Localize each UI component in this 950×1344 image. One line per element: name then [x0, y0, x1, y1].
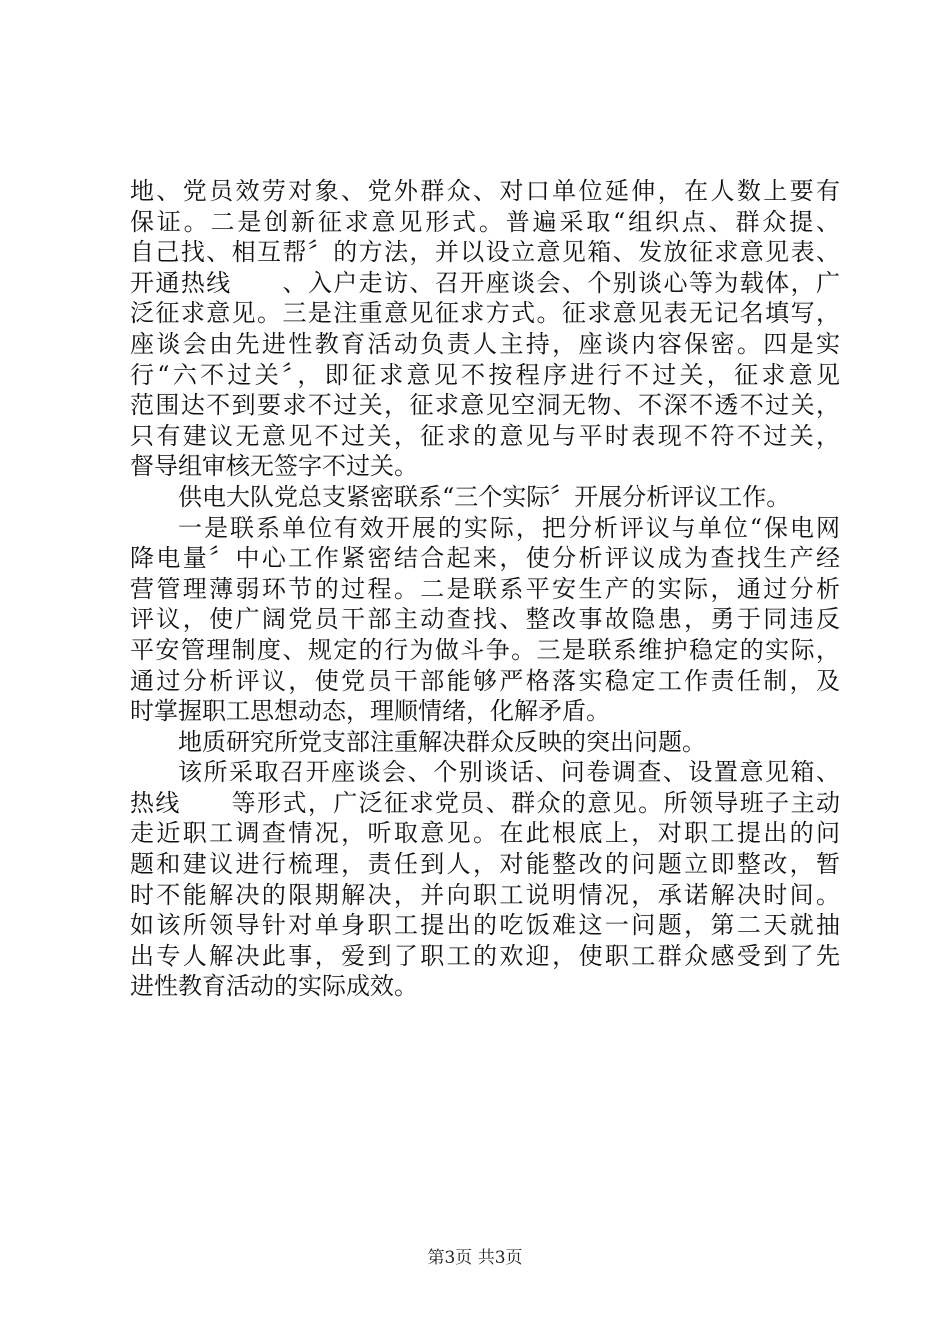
text-line: 营管理薄弱环节的过程。二是联系平安生产的实际，通过分析: [130, 574, 840, 603]
text-line: 如该所领导针对单身职工提出的吃饭难这一问题，第二天就抽: [130, 911, 840, 940]
text-line: 出专人解决此事，爱到了职工的欢迎，使职工群众感受到了先: [130, 941, 840, 970]
text-line: 热线 等形式，广泛征求党员、群众的意见。所领导班子主动: [130, 788, 840, 817]
text-line: 时不能解决的限期解决，并向职工说明情况，承诺解决时间。: [130, 880, 840, 909]
paragraph-heading: 地质研究所党支部注重解决群众反映的突出问题。: [178, 727, 706, 756]
text-line: 该所采取召开座谈会、个别谈话、问卷调查、设置意见箱、: [178, 758, 840, 787]
text-line: 座谈会由先进性教育活动负责人主持，座谈内容保密。四是实: [130, 329, 840, 358]
text-line: 通过分析评议，使党员干部能够严格落实稳定工作责任制，及: [130, 666, 840, 695]
text-line: 开通热线 、入户走访、召开座谈会、个别谈心等为载体，广: [130, 268, 840, 297]
paragraph-2: [130, 482, 840, 513]
paragraph-heading: 供电大队党总支紧密联系“三个实际〞开展分析评议工作。: [178, 482, 791, 511]
text-line: 降电量〞中心工作紧密结合起来，使分析评议成为查找生产经: [130, 544, 840, 573]
text-line: 平安管理制度、规定的行为做斗争。三是联系维护稳定的实际，: [130, 635, 840, 664]
text-line: 保证。二是创新征求意见形式。普遍采取“组织点、群众提、: [130, 207, 840, 236]
paragraph-1: [130, 176, 840, 482]
paragraph-4: [130, 727, 840, 758]
text-line: 督导组审核无签字不过关。: [130, 452, 418, 481]
document-body: [130, 176, 840, 1002]
text-line: 一是联系单位有效开展的实际，把分析评议与单位“保电网: [178, 513, 840, 542]
text-line: 时掌握职工思想动态，理顺情绪，化解矛盾。: [130, 697, 610, 726]
paragraph-3: [130, 513, 840, 727]
text-line: 评议，使广阔党员干部主动查找、整改事故隐患，勇于同违反: [130, 605, 840, 634]
page-number-footer: 第3页 共3页: [427, 1248, 523, 1268]
text-line: 进性教育活动的实际成效。: [130, 972, 418, 1001]
text-line: 走近职工调查情况，听取意见。在此根底上，对职工提出的问: [130, 819, 840, 848]
text-line: 地、党员效劳对象、党外群众、对口单位延伸，在人数上要有: [130, 177, 840, 205]
text-line: 范围达不到要求不过关，征求意见空洞无物、不深不透不过关，: [130, 391, 840, 420]
text-line: 题和建议进行梳理，责任到人，对能整改的问题立即整改，暂: [130, 850, 840, 879]
text-line: 自己找、相互帮〞的方法，并以设立意见箱、发放征求意见表、: [130, 238, 840, 267]
text-line: 行“六不过关〞，即征求意见不按程序进行不过关，征求意见: [130, 360, 840, 389]
text-line: 只有建议无意见不过关，征求的意见与平时表现不符不过关，: [130, 421, 840, 450]
text-line: 泛征求意见。三是注重意见征求方式。征求意见表无记名填写，: [130, 299, 840, 328]
paragraph-5: [130, 757, 840, 1002]
